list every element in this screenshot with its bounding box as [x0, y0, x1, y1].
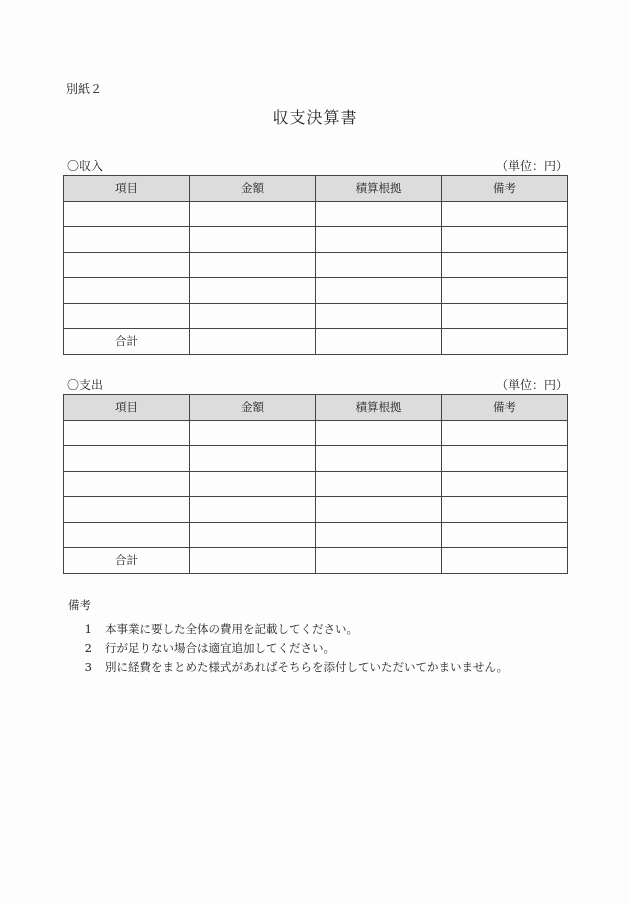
expense-header-basis: 積算根拠 [316, 395, 442, 421]
expense-section [63, 376, 568, 574]
income-table-row [64, 278, 568, 304]
income-cell-remarks[interactable] [442, 303, 568, 329]
expense-table-row [64, 420, 568, 446]
income-cell-item[interactable] [64, 227, 190, 253]
income-cell-basis[interactable] [316, 278, 442, 304]
expense-table-row [64, 471, 568, 497]
expense-table-row [64, 497, 568, 523]
income-table-row [64, 303, 568, 329]
income-header-item: 項目 [64, 176, 190, 202]
expense-cell-remarks[interactable] [442, 471, 568, 497]
document-title: 収支決算書 [272, 108, 358, 127]
income-total-cell-remarks[interactable] [442, 329, 568, 355]
expense-cell-basis[interactable] [316, 497, 442, 523]
expense-cell-item[interactable] [64, 522, 190, 548]
expense-cell-remarks[interactable] [442, 446, 568, 472]
expense-header-amount: 金額 [190, 395, 316, 421]
expense-header-remarks: 備考 [442, 395, 568, 421]
expense-table-body [64, 420, 568, 573]
income-cell-amount[interactable] [190, 303, 316, 329]
expense-cell-amount[interactable] [190, 446, 316, 472]
expense-header-row [64, 395, 568, 421]
expense-section-header [63, 376, 568, 394]
note-item [68, 657, 508, 676]
expense-cell-basis[interactable] [316, 420, 442, 446]
note-number: 1 [84, 621, 92, 636]
income-total-row [64, 329, 568, 355]
income-total-cell-amount[interactable] [190, 329, 316, 355]
expense-total-label: 合計 [64, 548, 190, 574]
expense-label: 〇支出 [67, 378, 104, 392]
expense-cell-item[interactable] [64, 471, 190, 497]
expense-cell-remarks[interactable] [442, 522, 568, 548]
income-table-row [64, 201, 568, 227]
income-cell-item[interactable] [64, 252, 190, 278]
income-cell-remarks[interactable] [442, 227, 568, 253]
expense-cell-basis[interactable] [316, 471, 442, 497]
note-item [68, 619, 508, 638]
expense-total-cell-amount[interactable] [190, 548, 316, 574]
income-total-cell-basis[interactable] [316, 329, 442, 355]
expense-header-item: 項目 [64, 395, 190, 421]
notes-title: 備考 [68, 598, 91, 612]
income-cell-item[interactable] [64, 303, 190, 329]
expense-table-row [64, 522, 568, 548]
income-cell-remarks[interactable] [442, 201, 568, 227]
note-number: 2 [84, 640, 92, 655]
expense-cell-amount[interactable] [190, 497, 316, 523]
income-cell-basis[interactable] [316, 303, 442, 329]
income-unit-label: （単位：円） [495, 159, 568, 173]
income-label: 〇収入 [67, 159, 104, 173]
note-number: 3 [84, 659, 92, 674]
expense-cell-item[interactable] [64, 420, 190, 446]
income-section-header [63, 157, 568, 175]
income-header-basis: 積算根拠 [316, 176, 442, 202]
income-cell-amount[interactable] [190, 201, 316, 227]
expense-cell-amount[interactable] [190, 420, 316, 446]
expense-cell-amount[interactable] [190, 471, 316, 497]
expense-total-row [64, 548, 568, 574]
expense-total-cell-remarks[interactable] [442, 548, 568, 574]
expense-cell-basis[interactable] [316, 446, 442, 472]
income-cell-remarks[interactable] [442, 252, 568, 278]
income-total-label: 合計 [64, 329, 190, 355]
expense-cell-item[interactable] [64, 446, 190, 472]
income-cell-item[interactable] [64, 278, 190, 304]
income-cell-amount[interactable] [190, 227, 316, 253]
expense-table-row [64, 446, 568, 472]
expense-cell-amount[interactable] [190, 522, 316, 548]
income-cell-basis[interactable] [316, 227, 442, 253]
note-item [68, 638, 508, 657]
income-cell-basis[interactable] [316, 252, 442, 278]
income-header-remarks: 備考 [442, 176, 568, 202]
income-cell-remarks[interactable] [442, 278, 568, 304]
income-cell-item[interactable] [64, 201, 190, 227]
income-cell-amount[interactable] [190, 252, 316, 278]
note-text: 本事業に要した全体の費用を記載してください。 [105, 621, 358, 636]
note-text: 別に経費をまとめた様式があればそちらを添付していただいてかまいません。 [105, 659, 509, 674]
income-header-amount: 金額 [190, 176, 316, 202]
income-table-body [64, 201, 568, 354]
note-text: 行が足りない場合は適宜追加してください。 [105, 640, 335, 655]
income-table-row [64, 227, 568, 253]
notes-section [68, 597, 508, 676]
expense-table [63, 394, 568, 574]
expense-cell-remarks[interactable] [442, 497, 568, 523]
income-cell-amount[interactable] [190, 278, 316, 304]
expense-cell-remarks[interactable] [442, 420, 568, 446]
income-section [63, 157, 568, 355]
income-table [63, 175, 568, 355]
income-table-row [64, 252, 568, 278]
income-cell-basis[interactable] [316, 201, 442, 227]
expense-cell-basis[interactable] [316, 522, 442, 548]
expense-total-cell-basis[interactable] [316, 548, 442, 574]
expense-unit-label: （単位：円） [495, 378, 568, 392]
expense-cell-item[interactable] [64, 497, 190, 523]
income-header-row [64, 176, 568, 202]
attachment-label: 別紙２ [66, 82, 103, 96]
